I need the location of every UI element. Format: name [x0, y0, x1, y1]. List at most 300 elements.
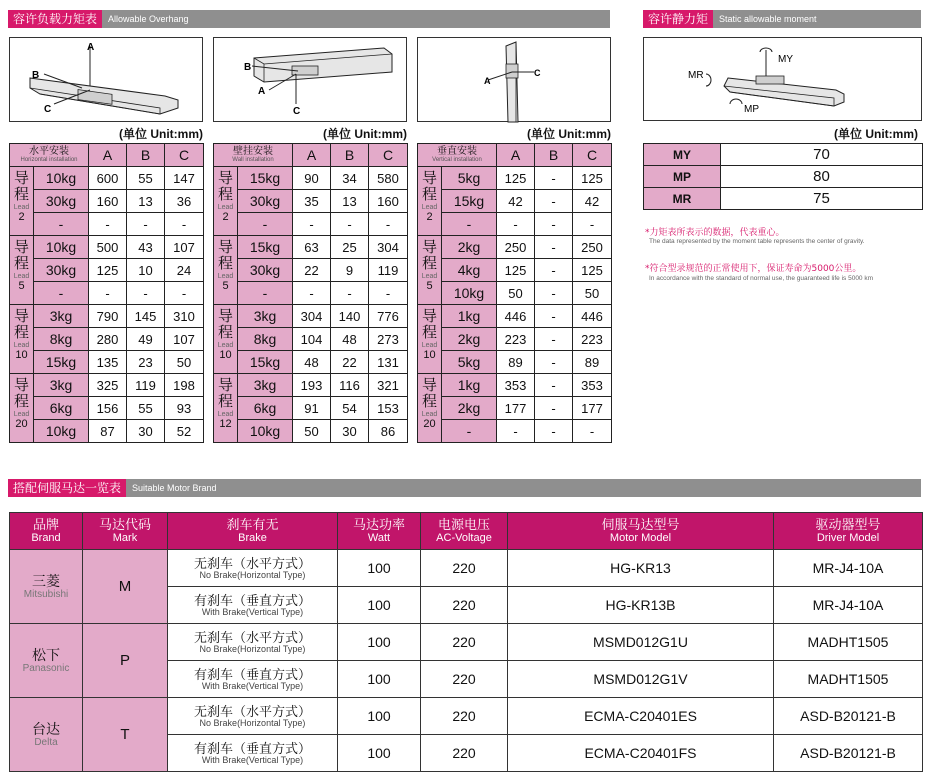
- driver-model-cell: MADHT1505: [774, 624, 923, 661]
- value-cell: 790: [89, 305, 127, 328]
- lead-char-2: 程: [217, 324, 233, 341]
- table-row: [214, 190, 408, 213]
- watt-cell: 100: [338, 698, 421, 735]
- value-cell: 30: [331, 420, 369, 443]
- value-cell: 325: [89, 374, 127, 397]
- load-cell: -: [238, 213, 293, 236]
- table-row: [418, 167, 612, 190]
- mounting-mode-header: [10, 144, 89, 167]
- value-cell: 42: [573, 190, 612, 213]
- value-cell: 107: [165, 328, 204, 351]
- header-en: Watt: [367, 532, 391, 544]
- value-cell: -: [369, 282, 408, 305]
- value-cell: 250: [573, 236, 612, 259]
- static-moment-illustration: [644, 38, 923, 122]
- motor-col-header: [168, 513, 338, 550]
- overhang-section-bar: [8, 10, 610, 28]
- moment-label-my: MY: [778, 54, 793, 65]
- table-row: [214, 305, 408, 328]
- lead-cell: [214, 305, 238, 374]
- motor-header-row: [10, 513, 923, 550]
- lead-char-1: 导: [13, 239, 29, 256]
- watt-cell: 100: [338, 550, 421, 587]
- mounting-mode-en: Horizontal installation: [20, 156, 78, 163]
- watt-cell: 100: [338, 587, 421, 624]
- horizontal-actuator-illustration: [10, 38, 204, 123]
- header-zh: 品牌: [32, 517, 59, 532]
- voltage-cell: 220: [421, 661, 508, 698]
- diag2-label-b: B: [244, 62, 252, 73]
- col-header-a: A: [497, 144, 535, 167]
- load-cell: 15kg: [442, 190, 497, 213]
- lead-char-1: 导: [421, 377, 437, 394]
- value-cell: 36: [165, 190, 204, 213]
- moment-row: [644, 188, 923, 210]
- brake-en: With Brake(Vertical Type): [201, 755, 304, 765]
- lead-char-2: 程: [421, 186, 437, 203]
- load-cell: 1kg: [442, 305, 497, 328]
- moment-label-mr: MR: [688, 70, 704, 81]
- value-cell: 50: [497, 282, 535, 305]
- moment-key: MR: [644, 188, 721, 210]
- static-moment-table: [643, 143, 923, 210]
- value-cell: 198: [165, 374, 204, 397]
- lead-label-en: Lead: [421, 342, 438, 349]
- value-cell: 600: [89, 167, 127, 190]
- value-cell: -: [293, 282, 331, 305]
- value-cell: 91: [293, 397, 331, 420]
- table-row: [10, 374, 204, 397]
- lead-value: 20: [423, 418, 436, 430]
- brake-zh: 有刹车（垂直方式）: [193, 741, 311, 756]
- value-cell: 310: [165, 305, 204, 328]
- value-cell: 50: [293, 420, 331, 443]
- value-cell: 49: [127, 328, 165, 351]
- lead-char-2: 程: [13, 393, 29, 410]
- mounting-mode-header: [418, 144, 497, 167]
- value-cell: -: [535, 374, 573, 397]
- value-cell: 116: [331, 374, 369, 397]
- table-row: [214, 351, 408, 374]
- value-cell: -: [535, 420, 573, 443]
- static-title-en: Static allowable moment: [719, 14, 817, 24]
- header-en: Motor Model: [609, 532, 672, 544]
- col-header-b: B: [127, 144, 165, 167]
- load-cell: 30kg: [238, 259, 293, 282]
- lead-char-2: 程: [217, 186, 233, 203]
- wall-overhang-table: [213, 143, 408, 443]
- value-cell: 89: [573, 351, 612, 374]
- driver-model-cell: ASD-B20121-B: [774, 735, 923, 772]
- motor-col-header: [83, 513, 168, 550]
- lead-char-1: 导: [217, 239, 233, 256]
- wall-overhang-diagram: [213, 37, 407, 122]
- load-cell: 5kg: [442, 167, 497, 190]
- unit-label-2: (单位 Unit:mm): [323, 127, 407, 141]
- table-row: [418, 328, 612, 351]
- value-cell: -: [89, 282, 127, 305]
- mounting-mode-zh: 垂直安装: [437, 145, 477, 157]
- note-1-en: The data represented by the moment table represents the center of gravity.: [649, 238, 865, 245]
- lead-char-1: 导: [217, 308, 233, 325]
- lead-char-2: 程: [217, 393, 233, 410]
- motor-section-bar: [8, 479, 921, 497]
- value-cell: 446: [573, 305, 612, 328]
- load-cell: 2kg: [442, 236, 497, 259]
- brake-en: With Brake(Vertical Type): [201, 607, 304, 617]
- vertical-overhang-diagram: [417, 37, 611, 122]
- brake-cell: [168, 587, 338, 624]
- lead-label-en: Lead: [13, 342, 30, 349]
- motor-col-header: [508, 513, 774, 550]
- lead-label-en: Lead: [217, 273, 234, 280]
- brake-en: No Brake(Horizontal Type): [199, 644, 306, 654]
- value-cell: 223: [573, 328, 612, 351]
- value-cell: 145: [127, 305, 165, 328]
- brand-cell: [10, 550, 83, 624]
- note-1-zh: *力矩表所表示的数据，代表重心。: [645, 228, 785, 238]
- load-cell: 10kg: [442, 282, 497, 305]
- brake-en: With Brake(Vertical Type): [201, 681, 304, 691]
- value-cell: 90: [293, 167, 331, 190]
- wall-actuator-illustration: [214, 38, 408, 123]
- value-cell: 125: [497, 259, 535, 282]
- mark-cell: M: [83, 550, 168, 624]
- value-cell: -: [331, 213, 369, 236]
- load-cell: -: [34, 282, 89, 305]
- value-cell: 10: [127, 259, 165, 282]
- table-row: [214, 374, 408, 397]
- load-cell: 30kg: [34, 259, 89, 282]
- value-cell: 193: [293, 374, 331, 397]
- table-row: [418, 374, 612, 397]
- unit-label-4: (单位 Unit:mm): [834, 127, 918, 141]
- value-cell: -: [293, 213, 331, 236]
- brake-cell: [168, 624, 338, 661]
- vertical-overhang-table: [417, 143, 612, 443]
- moment-label-mp: MP: [744, 104, 759, 115]
- value-cell: 140: [331, 305, 369, 328]
- value-cell: 250: [497, 236, 535, 259]
- value-cell: 177: [573, 397, 612, 420]
- lead-cell: [418, 236, 442, 305]
- lead-cell: [10, 236, 34, 305]
- table-row: [10, 282, 204, 305]
- value-cell: 50: [165, 351, 204, 374]
- brand-name-zh: 三菱: [32, 573, 60, 589]
- overhang-title: 容许负载力矩表: [8, 10, 102, 28]
- value-cell: 580: [369, 167, 408, 190]
- lead-label-en: Lead: [13, 411, 30, 418]
- value-cell: 446: [497, 305, 535, 328]
- value-cell: -: [535, 236, 573, 259]
- table-row: [214, 328, 408, 351]
- motor-model-cell: HG-KR13B: [508, 587, 774, 624]
- load-cell: 15kg: [238, 167, 293, 190]
- moment-value: 70: [721, 144, 923, 166]
- value-cell: -: [331, 282, 369, 305]
- brake-cell: [168, 550, 338, 587]
- value-cell: -: [127, 282, 165, 305]
- mounting-mode-en: Vertical installation: [432, 156, 482, 163]
- mounting-mode-header: [214, 144, 293, 167]
- lead-label-en: Lead: [217, 342, 234, 349]
- lead-label-en: Lead: [421, 273, 438, 280]
- lead-char-2: 程: [13, 186, 29, 203]
- value-cell: -: [165, 213, 204, 236]
- moment-value: 75: [721, 188, 923, 210]
- watt-cell: 100: [338, 735, 421, 772]
- lead-value: 12: [219, 418, 232, 430]
- value-cell: 119: [127, 374, 165, 397]
- diag2-label-a: A: [258, 86, 266, 97]
- lead-cell: [418, 167, 442, 236]
- value-cell: 43: [127, 236, 165, 259]
- table-row: [418, 351, 612, 374]
- table-row: [214, 213, 408, 236]
- value-cell: 34: [331, 167, 369, 190]
- motor-model-cell: MSMD012G1U: [508, 624, 774, 661]
- moment-row: [644, 144, 923, 166]
- lead-cell: [214, 236, 238, 305]
- brake-zh: 无刹车（水平方式）: [193, 704, 311, 719]
- lead-value: 2: [18, 211, 25, 223]
- mounting-mode-en: Wall installation: [232, 156, 274, 163]
- load-cell: 15kg: [34, 351, 89, 374]
- value-cell: 160: [369, 190, 408, 213]
- load-cell: 10kg: [34, 236, 89, 259]
- header-zh: 马达功率: [352, 517, 405, 532]
- lead-value: 20: [15, 418, 28, 430]
- table-row: [214, 167, 408, 190]
- moment-row: [644, 166, 923, 188]
- brake-cell: [168, 698, 338, 735]
- table-row: [10, 351, 204, 374]
- value-cell: 24: [165, 259, 204, 282]
- brand-name-en: Mitsubishi: [23, 589, 69, 600]
- lead-char-1: 导: [13, 170, 29, 187]
- value-cell: -: [535, 213, 573, 236]
- driver-model-cell: MADHT1505: [774, 661, 923, 698]
- lead-char-1: 导: [217, 170, 233, 187]
- value-cell: 107: [165, 236, 204, 259]
- load-cell: 5kg: [442, 351, 497, 374]
- header-zh: 驱动器型号: [815, 517, 881, 532]
- value-cell: 160: [89, 190, 127, 213]
- col-header-a: A: [293, 144, 331, 167]
- value-cell: 353: [573, 374, 612, 397]
- value-cell: 125: [89, 259, 127, 282]
- table-row: [418, 397, 612, 420]
- value-cell: 304: [293, 305, 331, 328]
- lead-value: 2: [426, 211, 433, 223]
- value-cell: 353: [497, 374, 535, 397]
- diag1-label-a: A: [87, 42, 95, 53]
- value-cell: 22: [331, 351, 369, 374]
- table-header-row: [214, 144, 408, 167]
- watt-cell: 100: [338, 661, 421, 698]
- voltage-cell: 220: [421, 735, 508, 772]
- lead-char-1: 导: [421, 170, 437, 187]
- mounting-mode-zh: 壁挂安装: [233, 145, 273, 157]
- table-row: [214, 259, 408, 282]
- value-cell: 30: [127, 420, 165, 443]
- load-cell: 10kg: [34, 420, 89, 443]
- value-cell: -: [535, 167, 573, 190]
- header-en: Brand: [31, 532, 61, 544]
- table-row: [214, 236, 408, 259]
- diag1-label-b: B: [32, 70, 40, 81]
- table-row: [10, 397, 204, 420]
- value-cell: 223: [497, 328, 535, 351]
- table-row: [10, 305, 204, 328]
- load-cell: -: [238, 282, 293, 305]
- value-cell: -: [535, 190, 573, 213]
- value-cell: 55: [127, 167, 165, 190]
- value-cell: 13: [127, 190, 165, 213]
- value-cell: 9: [331, 259, 369, 282]
- diag1-label-c: C: [44, 104, 52, 115]
- lead-cell: [418, 374, 442, 443]
- load-cell: 6kg: [238, 397, 293, 420]
- load-cell: 10kg: [238, 420, 293, 443]
- value-cell: 153: [369, 397, 408, 420]
- voltage-cell: 220: [421, 624, 508, 661]
- lead-label-en: Lead: [13, 273, 30, 280]
- motor-col-header: [338, 513, 421, 550]
- value-cell: 93: [165, 397, 204, 420]
- lead-char-1: 导: [421, 239, 437, 256]
- brand-name-zh: 松下: [32, 647, 60, 663]
- value-cell: -: [535, 328, 573, 351]
- brand-name-zh: 台达: [32, 721, 60, 737]
- table-row: [418, 305, 612, 328]
- value-cell: 54: [331, 397, 369, 420]
- brake-zh: 无刹车（水平方式）: [193, 556, 311, 571]
- brake-en: No Brake(Horizontal Type): [199, 570, 306, 580]
- mark-cell: P: [83, 624, 168, 698]
- header-en: Mark: [112, 532, 138, 544]
- value-cell: -: [535, 259, 573, 282]
- value-cell: 22: [293, 259, 331, 282]
- header-zh: 电源电压: [437, 517, 490, 532]
- table-row: [10, 420, 204, 443]
- brand-name-en: Delta: [34, 737, 58, 748]
- value-cell: 104: [293, 328, 331, 351]
- value-cell: 52: [165, 420, 204, 443]
- load-cell: 3kg: [34, 374, 89, 397]
- moment-key: MP: [644, 166, 721, 188]
- table-row: [418, 259, 612, 282]
- col-header-a: A: [89, 144, 127, 167]
- lead-value: 10: [423, 349, 436, 361]
- lead-cell: [10, 305, 34, 374]
- value-cell: 321: [369, 374, 408, 397]
- moment-key: MY: [644, 144, 721, 166]
- header-zh: 刹车有无: [226, 517, 279, 532]
- load-cell: 1kg: [442, 374, 497, 397]
- value-cell: 23: [127, 351, 165, 374]
- static-moment-diagram: [643, 37, 922, 121]
- driver-model-cell: ASD-B20121-B: [774, 698, 923, 735]
- load-cell: 2kg: [442, 328, 497, 351]
- header-zh: 伺服马达型号: [601, 517, 680, 532]
- brand-cell: [10, 624, 83, 698]
- motor-row: [10, 698, 923, 735]
- lead-char-2: 程: [13, 324, 29, 341]
- load-cell: 15kg: [238, 236, 293, 259]
- motor-col-header: [10, 513, 83, 550]
- value-cell: 86: [369, 420, 408, 443]
- lead-value: 10: [15, 349, 28, 361]
- load-cell: -: [34, 213, 89, 236]
- value-cell: -: [497, 420, 535, 443]
- value-cell: 119: [369, 259, 408, 282]
- motor-row: [10, 624, 923, 661]
- voltage-cell: 220: [421, 550, 508, 587]
- value-cell: 48: [331, 328, 369, 351]
- lead-char-1: 导: [421, 308, 437, 325]
- lead-cell: [10, 374, 34, 443]
- value-cell: 131: [369, 351, 408, 374]
- note-2-en: In accordance with the standard of normal use, the guaranteed life is 5000 km: [649, 275, 874, 282]
- header-zh: 马达代码: [98, 517, 151, 532]
- value-cell: 177: [497, 397, 535, 420]
- col-header-b: B: [331, 144, 369, 167]
- motor-col-header: [421, 513, 508, 550]
- vertical-actuator-illustration: [418, 38, 612, 123]
- header-en: Driver Model: [816, 532, 880, 544]
- load-cell: -: [442, 420, 497, 443]
- watt-cell: 100: [338, 624, 421, 661]
- value-cell: 42: [497, 190, 535, 213]
- diag2-label-c: C: [293, 106, 301, 117]
- table-row: [10, 328, 204, 351]
- col-header-c: C: [573, 144, 612, 167]
- brake-cell: [168, 735, 338, 772]
- motor-model-cell: MSMD012G1V: [508, 661, 774, 698]
- brake-cell: [168, 661, 338, 698]
- unit-label-1: (单位 Unit:mm): [119, 127, 203, 141]
- lead-label-en: Lead: [217, 204, 234, 211]
- load-cell: 2kg: [442, 397, 497, 420]
- value-cell: 89: [497, 351, 535, 374]
- lead-char-2: 程: [421, 393, 437, 410]
- table-row: [10, 259, 204, 282]
- value-cell: 776: [369, 305, 408, 328]
- brand-cell: [10, 698, 83, 772]
- brand-name-en: Panasonic: [22, 663, 70, 674]
- lead-char-2: 程: [421, 255, 437, 272]
- load-cell: 8kg: [34, 328, 89, 351]
- value-cell: -: [165, 282, 204, 305]
- load-cell: 3kg: [34, 305, 89, 328]
- lead-cell: [214, 374, 238, 443]
- table-row: [418, 420, 612, 443]
- load-cell: 3kg: [238, 305, 293, 328]
- lead-cell: [418, 305, 442, 374]
- value-cell: 55: [127, 397, 165, 420]
- load-cell: 30kg: [34, 190, 89, 213]
- lead-char-1: 导: [13, 377, 29, 394]
- value-cell: -: [535, 397, 573, 420]
- diag3-label-c: C: [534, 68, 541, 78]
- value-cell: 147: [165, 167, 204, 190]
- driver-model-cell: MR-J4-10A: [774, 550, 923, 587]
- lead-value: 2: [222, 211, 229, 223]
- mark-cell: T: [83, 698, 168, 772]
- lead-value: 10: [219, 349, 232, 361]
